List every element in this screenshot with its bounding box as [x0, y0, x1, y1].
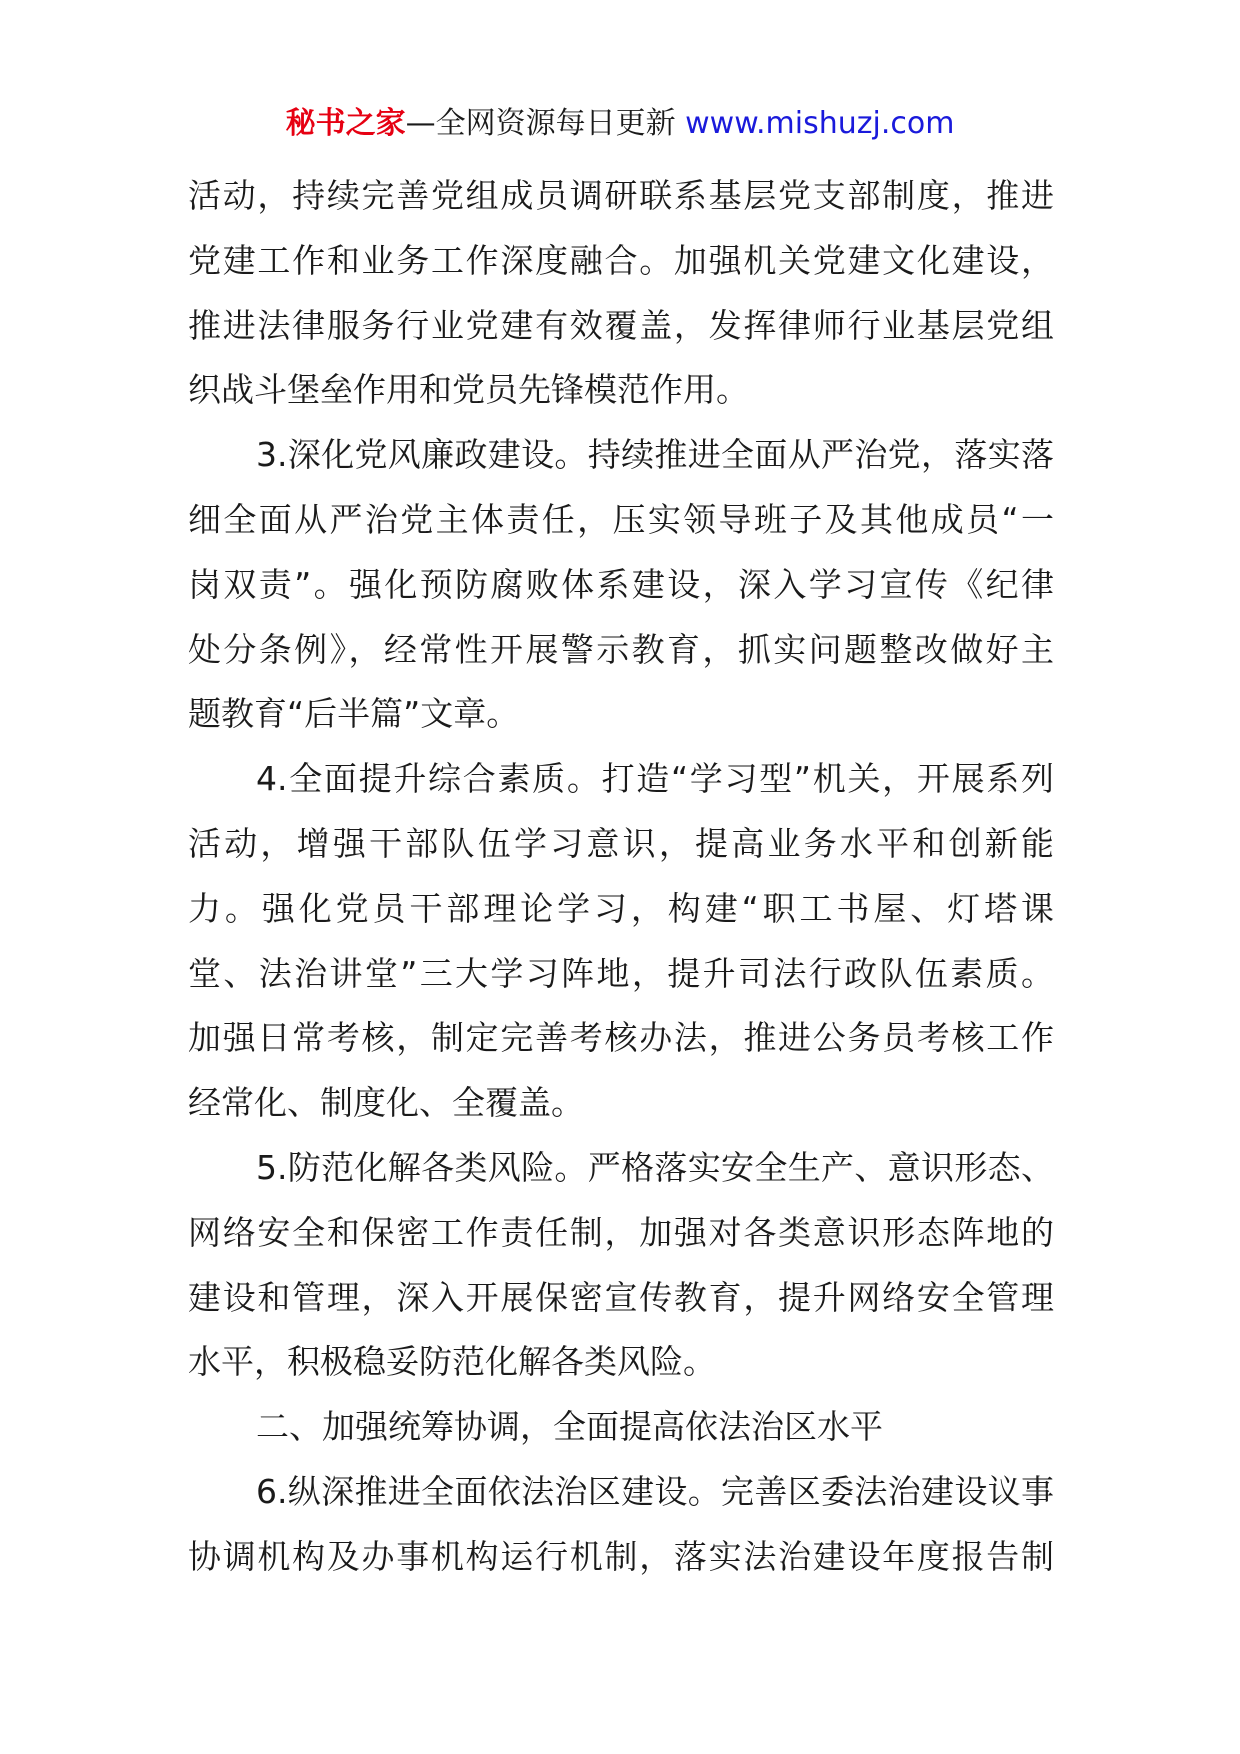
text-line: 堂、法治讲堂”三大学习阵地，提升司法行政队伍素质。	[188, 953, 1054, 993]
text-line: 经常化、制度化、全覆盖。	[188, 1083, 584, 1123]
paragraph-start-line: 5.防范化解各类风险。严格落实安全生产、意识形态、	[256, 1147, 1054, 1187]
site-header	[0, 104, 1240, 144]
text-line: 水平，积极稳妥防范化解各类风险。	[188, 1342, 716, 1382]
text-line: 党建工作和业务工作深度融合。加强机关党建文化建设，	[188, 240, 1054, 280]
text-line: 力。强化党员干部理论学习，构建“职工书屋、灯塔课	[188, 888, 1054, 928]
paragraph-start-line: 3.深化党风廉政建设。持续推进全面从严治党，落实落	[256, 435, 1054, 475]
text-line: 建设和管理，深入开展保密宣传教育，提升网络安全管理	[188, 1277, 1054, 1317]
text-line: 推进法律服务行业党建有效覆盖，发挥律师行业基层党组	[188, 305, 1054, 345]
text-line: 细全面从严治党主体责任，压实领导班子及其他成员“一	[188, 499, 1054, 539]
section-heading: 二、加强统筹协调，全面提高依法治区水平	[256, 1407, 883, 1447]
paragraph-start-line: 4.全面提升综合素质。打造“学习型”机关，开展系列	[256, 759, 1054, 799]
text-line: 活动，持续完善党组成员调研联系基层党支部制度，推进	[188, 176, 1054, 215]
text-line: 处分条例》，经常性开展警示教育，抓实问题整改做好主	[188, 629, 1054, 669]
site-url-link[interactable]: www.mishuzj.com	[685, 106, 955, 141]
document-body	[188, 164, 1054, 1590]
text-line: 题教育“后半篇”文章。	[188, 694, 520, 734]
text-line: 岗双责”。强化预防腐败体系建设，深入学习宣传《纪律	[188, 564, 1054, 604]
header-tagline: —全网资源每日更新	[405, 106, 686, 141]
text-line: 网络安全和保密工作责任制，加强对各类意识形态阵地的	[188, 1212, 1054, 1252]
brand-name: 秘书之家	[285, 106, 406, 141]
text-line: 协调机构及办事机构运行机制，落实法治建设年度报告制	[188, 1536, 1054, 1576]
paragraph-start-line: 6.纵深推进全面依法治区建设。完善区委法治建设议事	[256, 1471, 1054, 1511]
text-line: 加强日常考核，制定完善考核办法，推进公务员考核工作	[188, 1018, 1054, 1058]
text-line: 织战斗堡垒作用和党员先锋模范作用。	[188, 370, 749, 410]
text-line: 活动，增强干部队伍学习意识，提高业务水平和创新能	[188, 823, 1054, 863]
